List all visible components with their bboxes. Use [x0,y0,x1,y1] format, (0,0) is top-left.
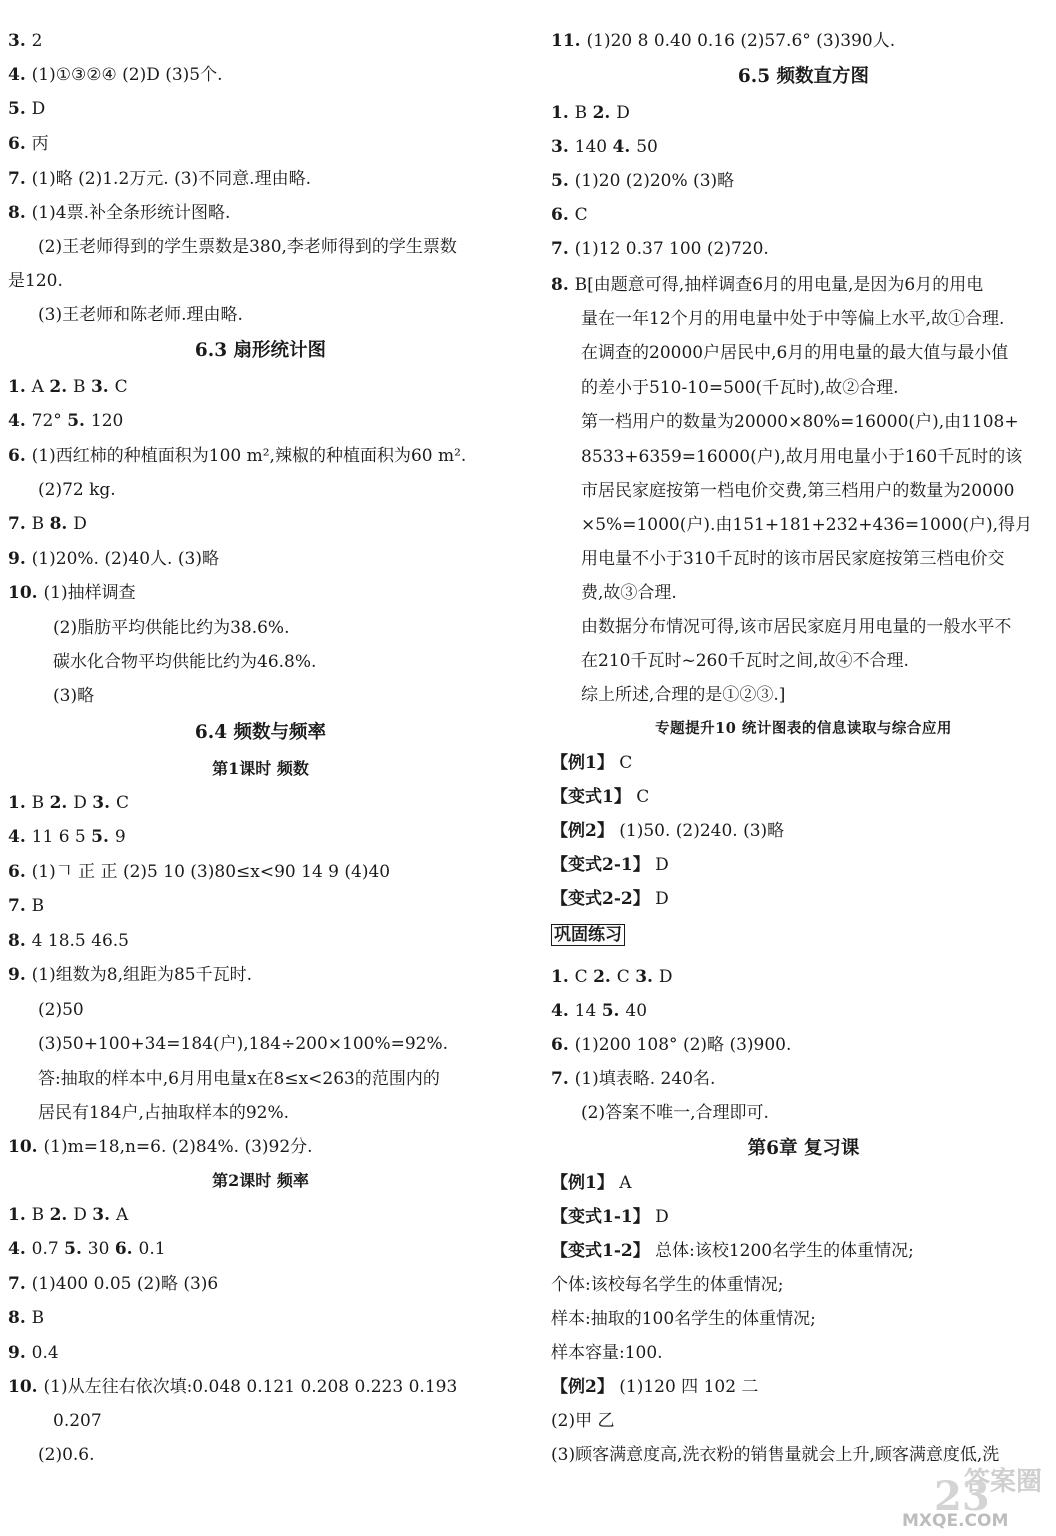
question-number: 8. [8,1308,32,1328]
answer-text: 第6章 复习课 [747,1138,860,1159]
answer-line [38,1033,448,1055]
answer-text: 140 [574,137,613,157]
example-tag: 【变式1-1】 [551,1207,650,1227]
question-number: 4. [551,1001,575,1021]
answer-line [551,102,630,124]
question-number: 1. [551,103,575,123]
answer-line [53,1410,102,1432]
answer-text: D [73,514,87,534]
answer-line [53,651,316,673]
question-number: 3. [551,137,575,157]
example-tag: 【例1】 [551,753,614,773]
answer-text: 由数据分布情况可得,该市居民家庭月用电量的一般水平不 [581,617,1012,637]
answer-text: 0.1 [138,1239,166,1259]
answer-text: D [31,99,46,119]
example-tag: 【例1】 [551,1173,614,1193]
answer-line [8,445,466,467]
answer-text: 样本:抽取的100名学生的体重情况; [551,1309,816,1329]
question-number: 3. [92,1205,116,1225]
answer-text: (1)①③②④ (2)D (3)5个. [31,65,223,85]
answer-text: (2)答案不唯一,合理即可. [581,1103,769,1123]
answer-line [551,1240,914,1262]
answer-text: 量在一年12个月的用电量中处于中等偏上水平,故①合理. [581,309,1005,329]
answer-text: 4 18.5 46.5 [31,931,129,951]
answer-line [8,930,129,952]
answer-text: D [616,103,630,123]
answer-text: 居民有184户,占抽取样本的92%. [38,1103,290,1123]
answer-text: B [574,103,593,123]
question-number: 1. [8,377,32,397]
answer-line [38,1068,440,1090]
answer-text: 样本容量:100. [551,1343,663,1363]
answer-text: C [613,753,633,773]
answer-text: 的差小于510-10=500(千瓦时),故②合理. [581,378,899,398]
answer-line [581,377,899,399]
answer-text: (3)略 [53,686,95,706]
answer-text: (1)20 (2)20% (3)略 [574,171,735,191]
section-label: 巩固练习 [551,924,625,946]
answer-text: 6.3 扇形统计图 [194,340,327,361]
answer-line [8,1273,218,1295]
answer-text: D [658,967,673,987]
answer-text: 是120. [8,271,63,291]
answer-text: (1)抽样调查 [43,583,136,603]
answer-line [8,168,311,190]
answer-text: (2)0.6. [38,1445,95,1465]
answer-text: (2)王老师得到的学生票数是380,李老师得到的学生票数 [38,237,457,257]
answer-line [581,650,909,672]
answer-line [551,274,983,296]
question-number: 9. [8,965,32,985]
example-tag: 【例2】 [551,821,614,841]
answer-text: (1)20 8 0.40 0.16 (2)57.6° (3)390人. [586,31,896,51]
question-number: 8. [8,931,32,951]
answer-line [8,1136,313,1158]
question-number: 8. [551,275,575,295]
answer-text: 0.207 [53,1411,102,1431]
question-number: 4. [8,827,32,847]
answer-text: (1)12 0.37 100 (2)720. [574,239,769,259]
answer-text: 综上所述,合理的是①②③.] [581,685,786,705]
question-number: 2. [49,1205,74,1225]
answer-line [38,999,84,1021]
answer-line [551,966,673,988]
answer-text: 120 [90,411,124,431]
question-number: 10. [8,1137,44,1157]
answer-text: (1)50. (2)240. (3)略 [613,821,785,841]
answer-text: B [31,1205,50,1225]
answer-line [8,826,126,848]
answer-line [38,1102,289,1124]
question-number: 5. [67,411,91,431]
answer-line [551,924,625,946]
question-number: 5. [551,171,575,191]
answer-line [8,861,390,883]
question-number: 6. [8,862,32,882]
answer-text: C [114,377,128,397]
answer-text: D [649,889,669,909]
answer-line [551,820,784,842]
answer-text: (3)王老师和陈老师.理由略. [38,305,243,325]
answer-text: D [73,1205,93,1225]
answer-text: D [73,793,93,813]
answer-text: 答:抽取的样本中,6月用电量x在8≤x<263的范围内的 [38,1069,440,1089]
question-number: 2. [593,967,617,987]
answer-line [581,446,1022,468]
answer-text: A [613,1173,632,1193]
answer-line [581,411,1019,433]
answer-line [8,270,63,292]
answer-line [8,513,87,535]
answer-text: D [649,855,669,875]
answer-text: (1)西红柿的种植面积为100 m²,辣椒的种植面积为60 m². [31,446,467,466]
answer-line [551,854,669,876]
question-number: 6. [551,205,575,225]
answer-line [581,582,677,604]
answer-text: A [31,377,50,397]
answer-text: (1)略 (2)1.2万元. (3)不同意.理由略. [31,169,311,189]
question-number: 8. [8,203,32,223]
answer-text: B [31,896,45,916]
answer-text: 0.4 [31,1343,59,1363]
example-tag: 【变式1】 [551,787,631,807]
answer-text: (2)甲 乙 [551,1411,615,1431]
answer-line [551,1172,632,1194]
answer-line [8,1342,59,1364]
answer-text: 个体:该校每名学生的体重情况; [551,1275,784,1295]
answer-line [551,1206,669,1228]
answer-text: (2)72 kg. [38,480,116,500]
answer-text: 11 6 5 [31,827,92,847]
question-number: 4. [8,411,32,431]
answer-line [8,895,44,917]
question-number: 5. [601,1001,626,1021]
question-number: 4. [8,1239,32,1259]
answer-text: 第2课时 频率 [212,1171,309,1190]
answer-text: 6.4 频数与频率 [194,722,327,743]
answer-text: (1)组数为8,组距为85千瓦时. [31,965,253,985]
answer-line [8,30,43,52]
answer-line [551,1068,715,1090]
answer-line [551,1000,647,1022]
question-number: 7. [8,514,32,534]
answer-text: 9 [114,827,126,847]
question-number: 4. [612,137,637,157]
answer-text: (1)400 0.05 (2)略 (3)6 [31,1274,219,1294]
answer-text: D [649,1207,669,1227]
answer-text: 用电量不小于310千瓦时的该市居民家庭按第三档电价交 [581,549,1005,569]
answer-line [581,514,1032,536]
answer-line [551,30,895,52]
answer-text: (1)𠃍 正 正 (2)5 10 (3)80≤x<90 14 9 (4)40 [31,862,391,882]
answer-text: (2)脂肪平均供能比约为38.6%. [53,618,290,638]
question-number: 3. [635,967,659,987]
question-number: 1. [551,967,575,987]
answer-line [551,204,588,226]
answer-line [53,685,94,707]
answer-line [8,64,223,86]
answer-line [551,718,1056,740]
answer-line [551,752,632,774]
answer-line [551,1034,791,1056]
answer-line [551,170,734,192]
answer-text: 40 [625,1001,648,1021]
question-number: 6. [8,134,32,154]
answer-text: (2)50 [38,1000,84,1020]
answer-text: B [31,514,50,534]
answer-text: 30 [87,1239,115,1259]
question-number: 2. [49,793,74,813]
answer-line [8,582,136,604]
question-number: 5. [64,1239,88,1259]
answer-text: 第1课时 频数 [212,759,309,778]
answer-text: ×5%=1000(户).由151+181+232+436=1000(户),得月 [581,515,1033,535]
answer-text: B [31,793,50,813]
answer-line [8,1307,44,1329]
watermark-url: MXQE.COM [902,1511,1009,1531]
answer-line [38,304,243,326]
answer-line [38,479,116,501]
example-tag: 【变式2-2】 [551,889,650,909]
example-tag: 【例2】 [551,1377,614,1397]
answer-line [581,480,1014,502]
answer-line [551,1376,758,1398]
question-number: 2. [592,103,617,123]
answer-line [581,308,1004,330]
answer-text: B [31,1308,45,1328]
answer-text: 丙 [31,134,49,154]
question-number: 3. [92,793,116,813]
answer-line [8,376,128,398]
answer-text: 专题提升10 统计图表的信息读取与综合应用 [655,720,952,737]
question-number: 7. [8,1274,32,1294]
answer-text: 总体:该校1200名学生的体重情况; [649,1241,914,1261]
question-number: 4. [8,65,32,85]
question-number: 9. [8,549,32,569]
answer-text: C [115,793,129,813]
answer-text: (1)200 108° (2)略 (3)900. [574,1035,792,1055]
answer-line [8,98,45,120]
answer-text: 0.7 [31,1239,65,1259]
question-number: 11. [551,31,587,51]
answer-line [551,238,769,260]
answer-line [551,1308,816,1330]
watermark-logo [894,1460,1043,1531]
answer-text: 2 [31,31,43,51]
answer-text: 72° [31,411,68,431]
answer-line [551,66,1056,88]
answer-line [8,548,219,570]
answer-line [8,1376,457,1398]
answer-line [581,684,785,706]
answer-text: C [574,205,588,225]
question-number: 2. [49,377,74,397]
question-number: 5. [8,99,32,119]
answer-line [8,792,129,814]
question-number: 7. [551,1069,575,1089]
answer-text: 在调查的20000户居民中,6月的用电量的最大值与最小值 [581,343,1009,363]
answer-line [38,236,457,258]
answer-text: B[由题意可得,抽样调查6月的用电量,是因为6月的用电 [574,275,984,295]
answer-line [8,1204,128,1226]
question-number: 7. [8,169,32,189]
answer-text: C [574,967,594,987]
question-number: 10. [8,1377,44,1397]
answer-line [8,758,513,780]
answer-text: (3)顾客满意度高,洗衣粉的销售量就会上升,顾客满意度低,洗 [551,1445,1000,1465]
answer-text: 6.5 频数直方图 [737,66,870,87]
answer-line [8,722,513,744]
example-tag: 【变式1-2】 [551,1241,650,1261]
question-number: 5. [91,827,115,847]
answer-line [8,340,513,362]
question-number: 7. [8,896,32,916]
answer-line [551,1138,1056,1160]
question-number: 3. [90,377,115,397]
question-number: 10. [8,583,44,603]
answer-line [551,786,649,808]
answer-line [8,1170,513,1192]
answer-line [551,1410,614,1432]
answer-line [581,1102,769,1124]
question-number: 9. [8,1343,32,1363]
answer-text: C [616,967,636,987]
question-number: 6. [114,1239,139,1259]
answer-text: 市居民家庭按第一档电价交费,第三档用户的数量为20000 [581,481,1015,501]
answer-line [8,133,49,155]
answer-line [53,617,290,639]
question-number: 1. [8,1205,32,1225]
answer-text: 14 [574,1001,602,1021]
answer-line [551,1274,783,1296]
answer-text: C [630,787,650,807]
answer-text: 第一档用户的数量为20000×80%=16000(户),由1108+ [581,412,1019,432]
answer-text: 费,故③合理. [581,583,677,603]
answer-line [38,1444,95,1466]
question-number: 7. [551,239,575,259]
example-tag: 【变式2-1】 [551,855,650,875]
answer-line [8,202,230,224]
answer-text: 碳水化合物平均供能比约为46.8%. [53,652,317,672]
answer-text: 50 [636,137,658,157]
answer-text: (1)4票.补全条形统计图略. [31,203,231,223]
answer-line [551,136,658,158]
answer-text: (1)填表略. 240名. [574,1069,716,1089]
question-number: 3. [8,31,32,51]
answer-line [581,342,1008,364]
question-number: 1. [8,793,32,813]
answer-text: (1)20%. (2)40人. (3)略 [31,549,219,569]
answer-text: A [115,1205,129,1225]
answer-line [581,548,1004,570]
answer-line [8,410,123,432]
answer-text: (3)50+100+34=184(户),184÷200×100%=92%. [38,1034,449,1054]
question-number: 8. [49,514,74,534]
page-number: 23 [934,1473,990,1520]
answer-line [581,616,1011,638]
answer-text: (1)从左往右依次填:0.048 0.121 0.208 0.223 0.193 [43,1377,458,1397]
answer-text: (1)120 四 102 二 [613,1377,759,1397]
answer-text: B [73,377,91,397]
answer-line [8,964,252,986]
answer-line [8,1238,166,1260]
answer-line [551,1342,663,1364]
answer-line [551,888,669,910]
answer-text: 8533+6359=16000(户),故月用电量小于160千瓦时的该 [581,447,1023,467]
question-number: 6. [551,1035,575,1055]
answer-text: 在210千瓦时~260千瓦时之间,故④不合理. [581,651,909,671]
question-number: 6. [8,446,32,466]
watermark-sub: 答案圈 [964,1467,1043,1497]
answer-text: (1)m=18,n=6. (2)84%. (3)92分. [43,1137,313,1157]
